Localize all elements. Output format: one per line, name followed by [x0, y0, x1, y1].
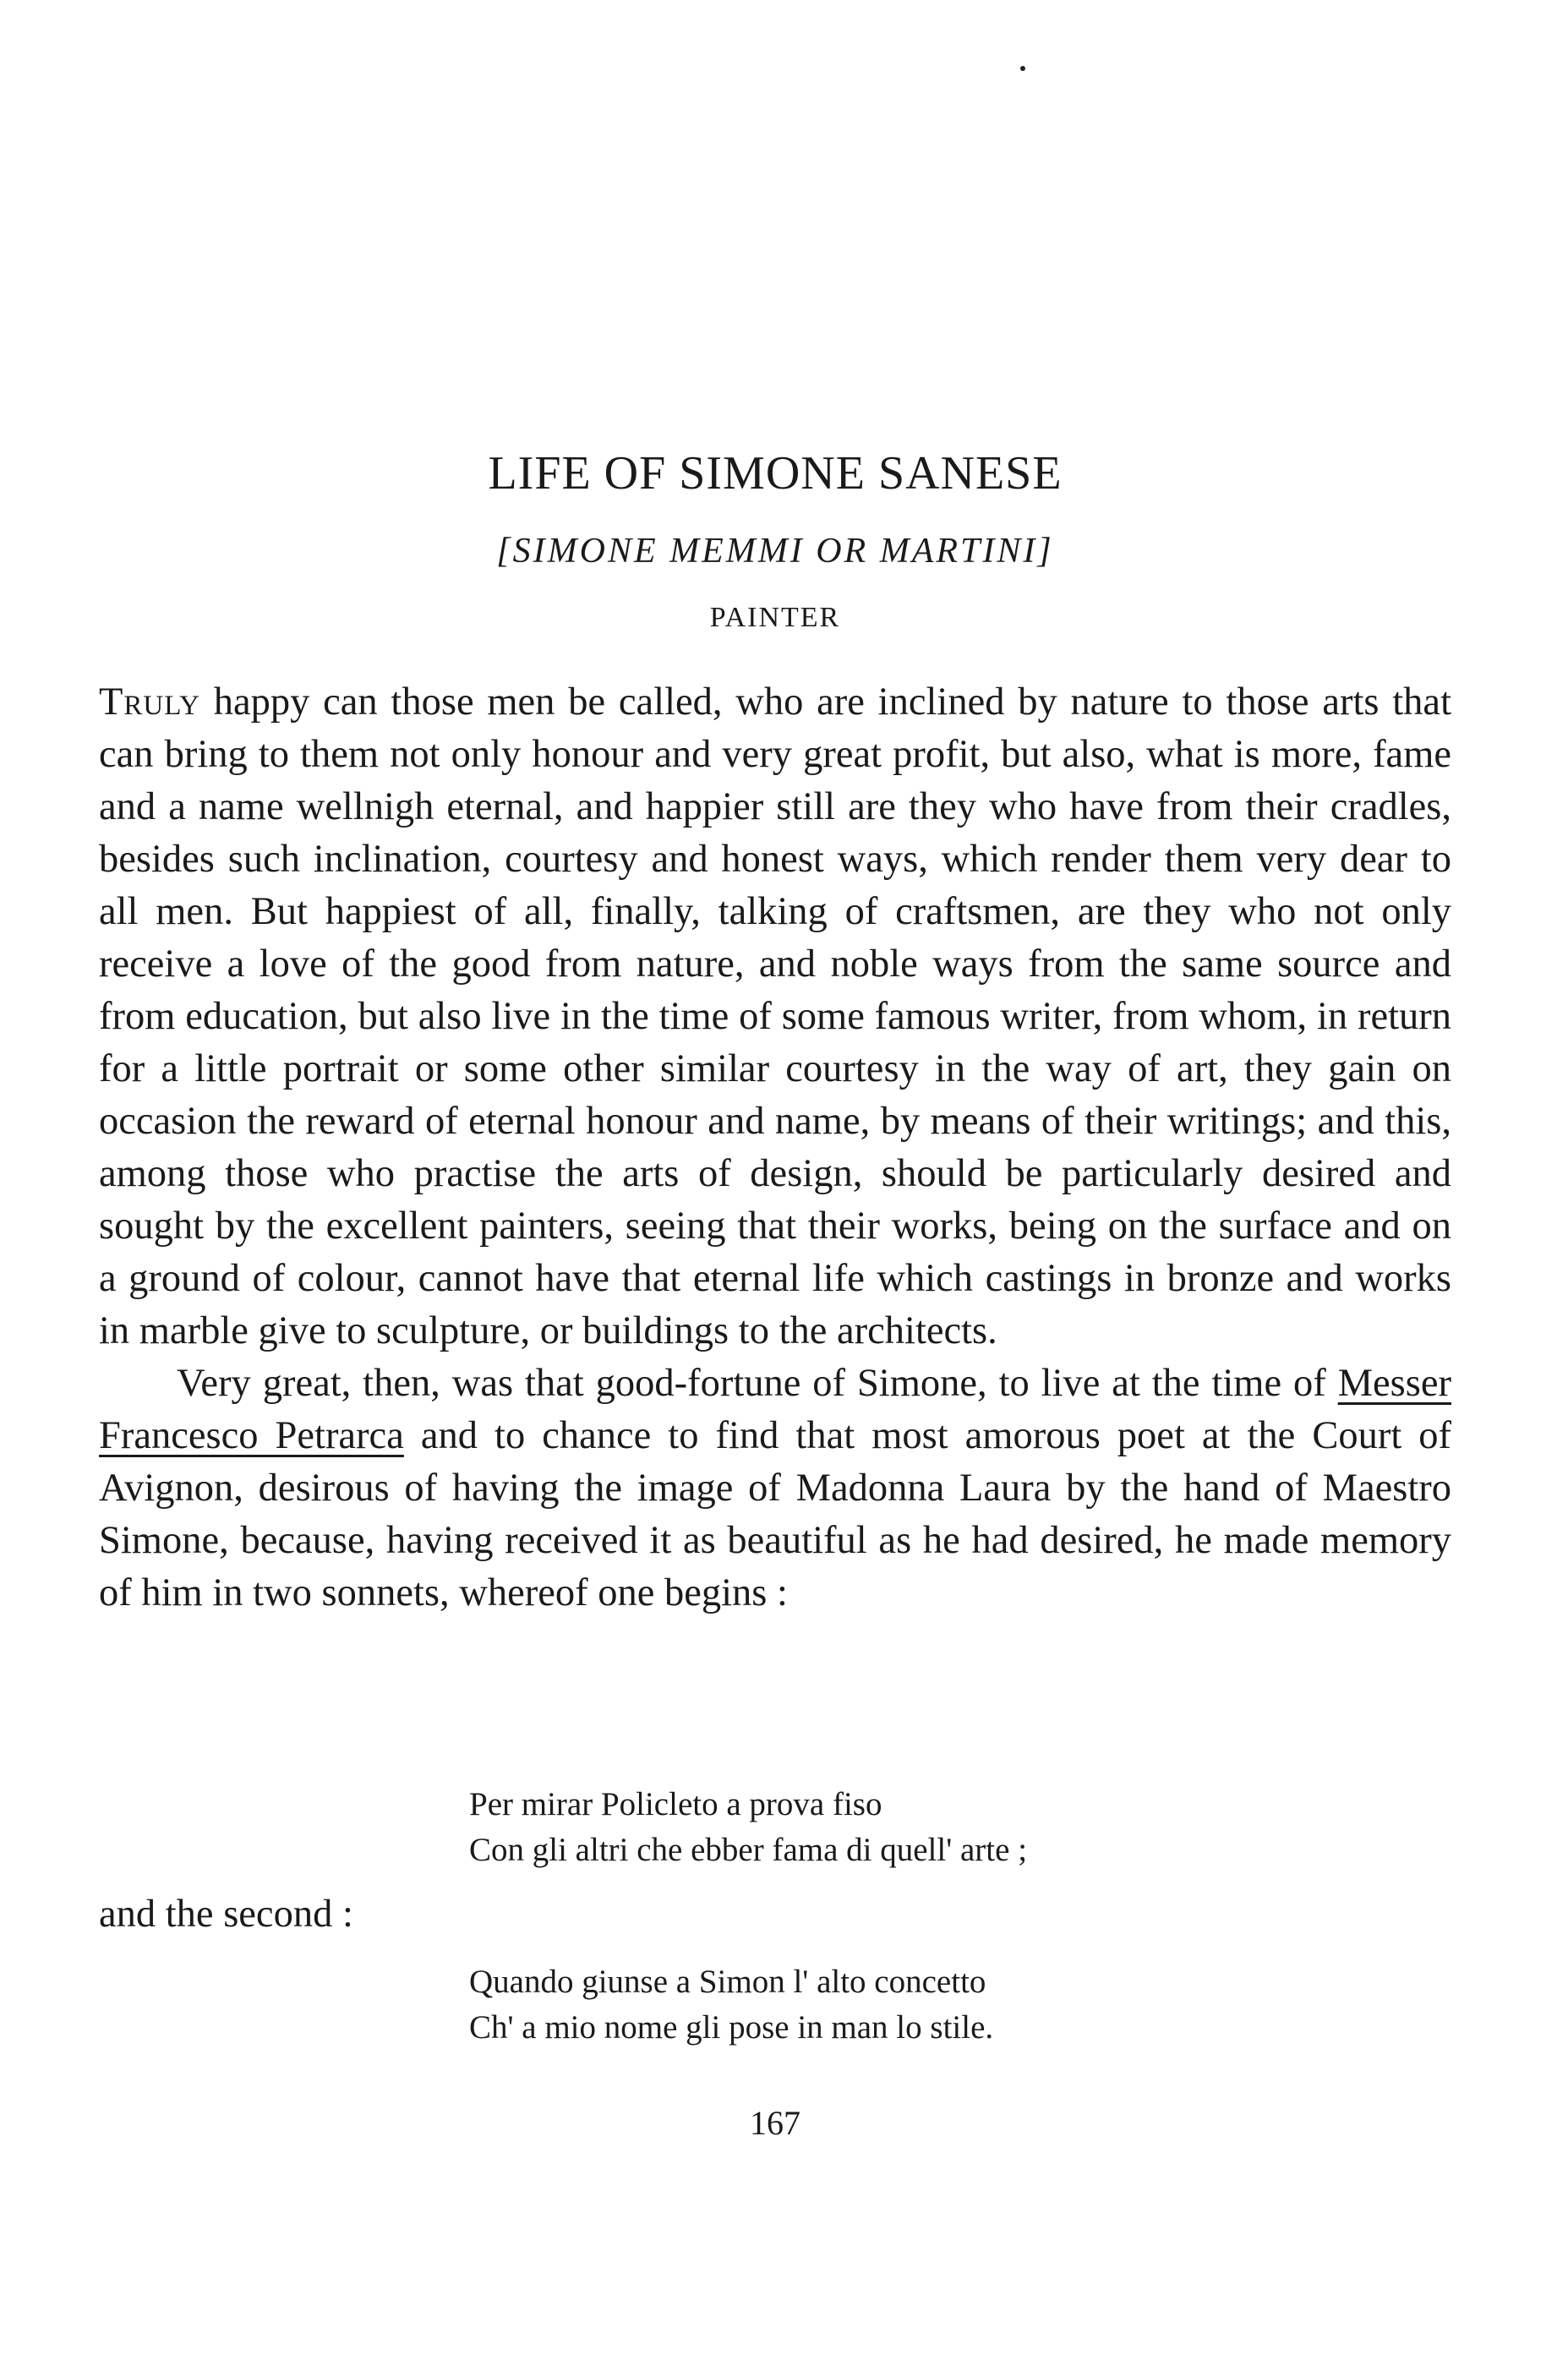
- paragraph-1-text: happy can those men be called, who are inclined by nature to those arts that can bring to them not only honour and very great profit, but also, what is more, fame and a name wellnigh eternal, and happier still are they who have from their cradles, besides such inclination, courtesy and honest ways, which render them very dear to all men. But happiest of all, finally, talking of craftsmen, are they who not only receive a love of the good from nature, and noble ways from the same source and from education, but also live in the time of some famous writer, from whom, in return for a little portrait or some other similar courtesy in the way of art, they gain on occasion the reward of eternal honour and name, by means of their writings; and this, among those who practise the arts of design, should be particularly desired and sought by the excellent painters, seeing that their works, being on the surface and on a ground of colour, cannot have that eternal life which castings in bronze and works in marble give to sculpture, or buildings to the architects.: [99, 680, 1451, 1352]
- page-number: 167: [750, 2104, 800, 2142]
- chapter-label: PAINTER: [709, 602, 841, 633]
- and-the-second-text: and the second :: [99, 1893, 353, 1936]
- chapter-subtitle: [SIMONE MEMMI OR MARTINI]: [496, 532, 1054, 571]
- petrarca-underlined-name: Messer Francesco Petrarca: [99, 1362, 1451, 1457]
- chapter-title: LIFE OF SIMONE SANESE: [488, 447, 1063, 500]
- body-text: [99, 676, 1451, 1620]
- sonnet-quote-1: [469, 1782, 1027, 1873]
- verse-line: Quando giunse a Simon l' alto concetto: [469, 1964, 986, 2000]
- sonnet-quote-2: [469, 1959, 993, 2051]
- paragraph-2-text-before: Very great, then, was that good-fortune of Simone, to live at the time of: [177, 1362, 1338, 1405]
- paragraph-2-text-after: and to chance to find that most amorous poet at the Court of Avignon, desirous of having the image of Madonna Laura by the hand of Maestro Simone, because, having received it as beautiful as he had desired, he made memory of him in two sonnets, whereof one begins :: [99, 1414, 1451, 1614]
- verse-line: Con gli altri che ebber fama di quell' arte ;: [469, 1832, 1028, 1868]
- paragraph-1: [99, 676, 1451, 1358]
- verse-line: Per mirar Policleto a prova fiso: [469, 1786, 882, 1822]
- paragraph-2: [99, 1358, 1451, 1620]
- page: [99, 0, 1451, 2371]
- verse-line: Ch' a mio nome gli pose in man lo stile.: [469, 2009, 994, 2046]
- print-speck: [1020, 66, 1025, 71]
- paragraph-1-lead-word: Truly: [99, 680, 200, 724]
